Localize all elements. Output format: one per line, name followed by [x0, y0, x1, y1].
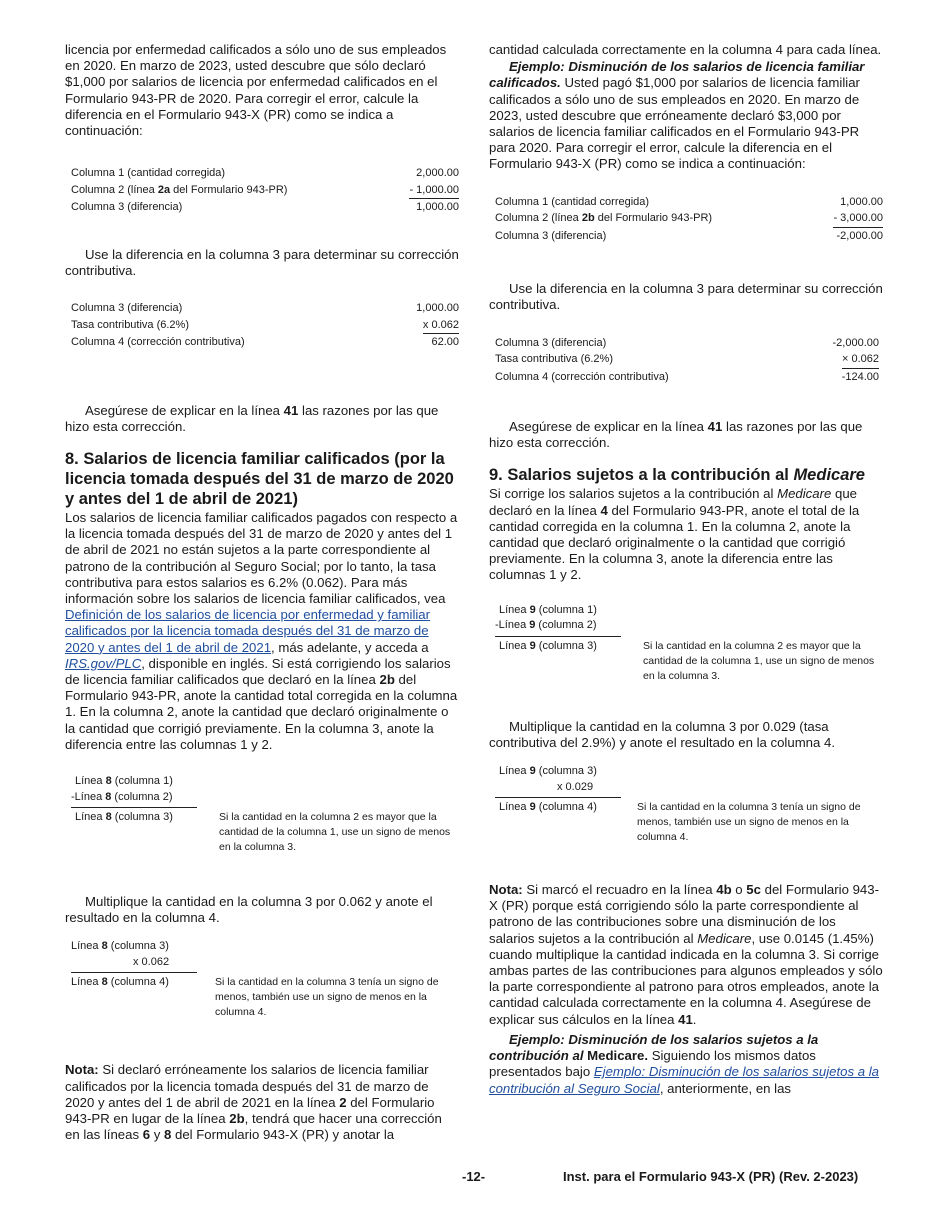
paragraph: Multiplique la cantidad en la columna 3 por 0.062 y anote el resultado en la columna 4. [65, 894, 433, 926]
calculation-note: Si la cantidad en la columna 2 es mayor que la cantidad de la columna 1, use un signo de menos en la columna 3. [643, 639, 875, 682]
calculation-note: Si la cantidad en la columna 3 tenía un signo de menos, también use un signo de menos en la columna 4. [637, 801, 861, 844]
footer-title: Inst. para el Formulario 943-X (PR) (Rev. 2-2023) [563, 1169, 859, 1184]
example-paragraph: Ejemplo: Disminución de los salarios de licencia familiar calificados. Usted pagó $1,000 por salarios de licencia familiar calificados a sólo uno de sus empleados en 2020. En marzo de 2023, usted descubre que erróneamente declaró $3,000 por salarios de licencia familiar calificados en el Formulario 943-PR para 2020. Para corregir el error, calcule la diferencia en el Formulario 943-X (PR) como se indica a continuación: [489, 59, 865, 172]
paragraph: licencia por enfermedad calificados a sólo uno de sus empleados en 2020. En marzo de 2023, usted descubre que sólo declaró $1,000 por salarios de licencia por enfermedad calificados en el Formulario 943-PR de 2020. Para corregir el error, calcule la diferencia en el Formulario 943-X (PR) como se indica a continuación: [65, 42, 447, 139]
calculation-table: Columna 1 (cantidad corregida) 2,000.00 Columna 2 (línea 2a del Formulario 943-PR) - 1,000.00 Columna 3 (diferencia) 1,000.00 [71, 167, 459, 214]
calculation-table: Columna 3 (diferencia) -2,000.00 Tasa contributiva (6.2%) × 0.062 Columna 4 (corrección contributiva) -124.00 [495, 336, 879, 383]
paragraph: Use la diferencia en la columna 3 para determinar su corrección contributiva. [489, 281, 883, 313]
calculation-note: Si la cantidad en la columna 3 tenía un signo de menos, también use un signo de menos en la columna 4. [215, 976, 439, 1019]
divider [71, 807, 197, 808]
section-heading-9: 9. Salarios sujetos a la contribución al Medicare [489, 466, 865, 485]
example-paragraph: Ejemplo: Disminución de los salarios sujetos a la contribución al Medicare. Siguiendo los mismos datos presentados bajo Ejemplo: Disminución de los salarios sujetos a la contribución al Seguro Social, anteriormente, en las [489, 1031, 879, 1096]
divider [71, 972, 197, 973]
line-calculation: Línea 8 (columna 1) -Línea 8 (columna 2) Línea 8 (columna 3) Si la cantidad en la columna 2 es mayor que la cantidad de la columna 1, use un signo de menos en la columna 3. [71, 775, 451, 854]
definition-link[interactable]: Definición de los salarios de licencia por enfermedad y familiar calificados por la licencia tomada después del 31 de marzo de 2020 y antes del 1 de abril de 2021 [65, 607, 431, 655]
line-calculation: Línea 9 (columna 1) -Línea 9 (columna 2) Línea 9 (columna 3) Si la cantidad en la columna 2 es mayor que la cantidad de la columna 1, use un signo de menos en la columna 3. [495, 603, 875, 682]
left-column [65, 42, 459, 1144]
paragraph: Multiplique la cantidad en la columna 3 por 0.029 (tasa contributiva del 2.9%) y anote el resultado en la columna 4. [489, 718, 836, 750]
paragraph: Asegúrese de explicar en la línea 41 las razones por las que hizo esta corrección. [489, 419, 863, 451]
note-paragraph: Nota: Si marcó el recuadro en la línea 4b o 5c del Formulario 943-X (PR) porque está corrigiendo sólo la parte correspondiente al patrono de las contribuciones sobre una disminución de los salarios sujetos a la contribución al Medicare, use 0.0145 (1.45%) cuando multiplique la cantidad indicada en la columna 3. Si corrige ambas partes de las contribuciones para algunos empleados y sólo la parte correspondiente al patrono para otros empleados, anote la cantidad calculada correctamente en la columna 4. Asegúrese de explicar sus cálculos en la línea 41. [489, 882, 883, 1027]
paragraph: Los salarios de licencia familiar calificados pagados con respecto a la licencia tomada después del 31 de marzo de 2020 y antes del 1 de abril de 2021 no están sujetos a la parte correspondiente al patrono de la contribución al Seguro Social; por lo tanto, la tasa contributiva para estos salarios es 6.2% (0.062). Para más información sobre los salarios de licencia familiar calificados, vea Definición de los salarios de licencia por enfermedad y familiar calificados por la licencia tomada después del 31 de marzo de 2020 y antes del 1 de abril de 2021, más adelante, y acceda a IRS.gov/PLC, disponible en inglés. Si está corrigiendo los salarios de licencia familiar calificados que declaró en la línea 2b del Formulario 943-PR, anote la cantidad total corregida en la columna 1. En la columna 2, anote la cantidad que declaró originalmente o la cantidad que corrigió previamente. En la columna 3, anote la diferencia entre las columnas 1 y 2. [65, 510, 458, 752]
right-column [489, 42, 883, 1097]
line-calculation: Línea 8 (columna 3) x 0.062 Línea 8 (columna 4) Si la cantidad en la columna 3 tenía un signo de menos, también use un signo de menos en la columna 4. [65, 939, 459, 1020]
paragraph: Asegúrese de explicar en la línea 41 las razones por las que hizo esta corrección. [65, 402, 439, 434]
section-heading-8: 8. Salarios de licencia familiar calificados (por la licencia tomada después del 31 de marzo de 2020 y antes del 1 de abril de 2021) [65, 450, 454, 509]
example-link[interactable]: Ejemplo: Disminución de los salarios sujetos a la contribución al Seguro Social [489, 1064, 879, 1096]
paragraph: cantidad calculada correctamente en la columna 4 para cada línea. [489, 42, 882, 57]
page-number: -12- [462, 1169, 486, 1184]
calculation-note: Si la cantidad en la columna 2 es mayor que la cantidad de la columna 1, use un signo de menos en la columna 3. [219, 811, 451, 854]
paragraph: Use la diferencia en la columna 3 para determinar su corrección contributiva. [65, 246, 459, 278]
calculation-table: Columna 1 (cantidad corregida) 1,000.00 Columna 2 (línea 2b del Formulario 943-PR) - 3,000.00 Columna 3 (diferencia) -2,000.00 [495, 195, 883, 242]
divider [495, 636, 621, 637]
paragraph: Si corrige los salarios sujetos a la contribución al Medicare que declaró en la línea 4 del Formulario 943-PR, anote el total de la cantidad corregida en la columna 1. En la columna 2, anote la cantidad que declaró originalmente o la cantidad que corrigió previamente. En la columna 3, anote la diferencia entre las columnas 1 y 2. [489, 486, 860, 583]
calculation-table: Columna 3 (diferencia) 1,000.00 Tasa contributiva (6.2%) x 0.062 Columna 4 (corrección contributiva) 62.00 [71, 302, 459, 349]
line-calculation: Línea 9 (columna 3) x 0.029 Línea 9 (columna 4) Si la cantidad en la columna 3 tenía un signo de menos, también use un signo de menos en la columna 4. [489, 764, 883, 845]
note-paragraph: Nota: Si declaró erróneamente los salarios de licencia familiar calificados por la licencia tomada después del 31 de marzo de 2020 y antes del 1 de abril de 2021 en la línea 2 del Formulario 943-PR en lugar de la línea 2b, tendrá que hacer una corrección en las líneas 6 y 8 del Formulario 943-X (PR) y anotar la [65, 1062, 442, 1143]
divider [495, 797, 621, 798]
irs-plc-link[interactable]: IRS.gov/PLC [65, 655, 142, 671]
